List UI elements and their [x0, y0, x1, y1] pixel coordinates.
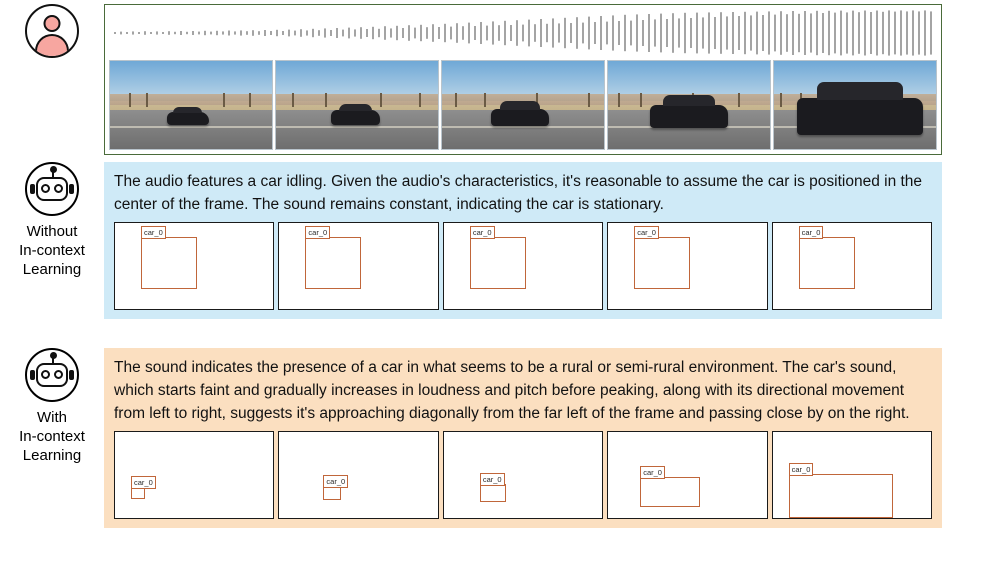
prediction-frame — [443, 222, 603, 310]
car-object — [797, 98, 923, 135]
with-icl-prediction-strip — [114, 431, 932, 519]
robot-avatar — [25, 162, 79, 216]
prediction-frame — [772, 222, 932, 310]
prediction-frame — [772, 431, 932, 519]
car-object — [491, 109, 549, 127]
with-icl-label — [19, 408, 85, 465]
without-icl-panel — [104, 162, 942, 319]
prediction-frame — [607, 222, 767, 310]
user-avatar — [25, 4, 79, 58]
bounding-box — [141, 228, 197, 289]
bbox-label: car_0 — [480, 473, 505, 486]
bounding-box — [634, 228, 690, 289]
without-icl-text: The audio features a car idling. Given the audio's characteristics, it's reasonable to assume the car is positioned in the center of the frame. The sound remains constant, indicating the car is stationary. — [114, 173, 923, 213]
bounding-box — [480, 475, 506, 502]
bounding-box — [305, 228, 361, 289]
bounding-box — [799, 228, 855, 289]
video-frame-4 — [607, 60, 771, 150]
bounding-box — [470, 228, 526, 289]
input-row — [0, 4, 942, 155]
robot-avatar — [25, 348, 79, 402]
bbox-label: car_0 — [799, 226, 824, 239]
video-frame-1 — [109, 60, 273, 150]
car-object — [650, 105, 728, 128]
bounding-box — [323, 477, 346, 500]
bbox-label: car_0 — [323, 475, 348, 488]
bbox-label: car_0 — [141, 226, 166, 239]
audio-waveform-icon — [109, 9, 937, 57]
video-frame-2 — [275, 60, 439, 150]
avatar-body — [35, 34, 69, 56]
bbox-label: car_0 — [470, 226, 495, 239]
car-object — [331, 110, 380, 125]
with-icl-row — [0, 348, 942, 528]
bbox-label: car_0 — [789, 463, 814, 476]
prediction-frame — [278, 431, 438, 519]
with-icl-panel — [104, 348, 942, 528]
prediction-frame — [114, 431, 274, 519]
bbox-label: car_0 — [640, 466, 665, 479]
bounding-box — [789, 465, 893, 518]
prediction-frame — [278, 222, 438, 310]
with-icl-label-line-2: In-context — [19, 428, 85, 445]
bounding-box — [131, 478, 153, 499]
avatar-head — [44, 15, 61, 32]
bounding-box — [640, 468, 700, 507]
video-frame-3 — [441, 60, 605, 150]
with-icl-label-line-1: With — [37, 409, 67, 426]
car-object — [167, 112, 209, 125]
prediction-frame — [114, 222, 274, 310]
with-icl-label-line-3: Learning — [22, 447, 82, 464]
bbox-label: car_0 — [305, 226, 330, 239]
without-icl-label-line-3: Learning — [22, 261, 82, 278]
without-icl-label-line-1: Without — [26, 223, 78, 240]
without-icl-label — [19, 222, 85, 279]
prediction-frame — [607, 431, 767, 519]
prediction-frame — [443, 431, 603, 519]
without-icl-label-line-2: In-context — [19, 242, 85, 259]
input-gutter — [0, 4, 104, 58]
video-frame-5 — [773, 60, 937, 150]
video-frame-strip — [109, 60, 937, 150]
with-icl-gutter — [0, 348, 104, 465]
input-panel — [104, 4, 942, 155]
without-icl-gutter — [0, 162, 104, 279]
without-icl-prediction-strip — [114, 222, 932, 310]
without-icl-row — [0, 162, 942, 319]
bbox-label: car_0 — [131, 476, 156, 489]
with-icl-text: The sound indicates the presence of a car in what seems to be a rural or semi-rural environment. The car's sound, which starts faint and gradually increases in loudness and pitch before peaking, along with its directional movement from left to right, suggests it's approaching diagonally from the far left of the frame and passing close by on the right. — [114, 359, 910, 422]
bbox-label: car_0 — [634, 226, 659, 239]
